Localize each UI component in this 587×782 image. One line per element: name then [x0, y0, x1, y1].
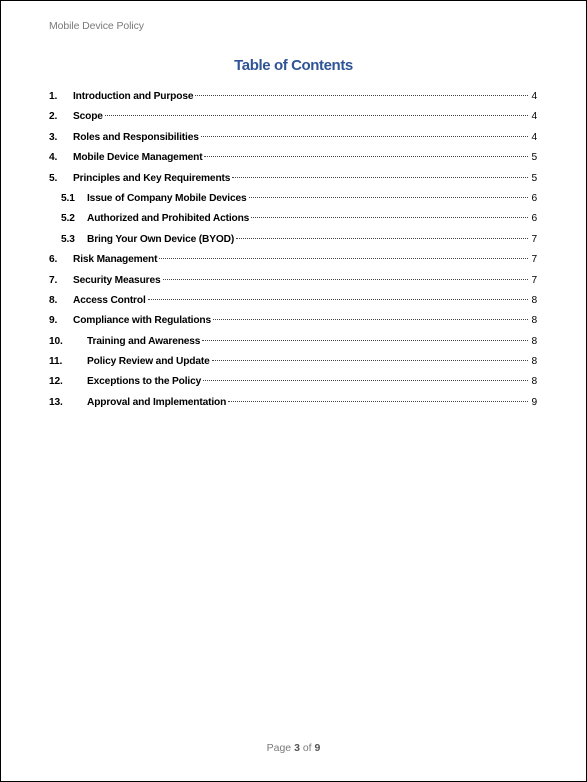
- toc-entry-page: 5: [531, 152, 537, 164]
- toc-entry-number: 11.: [49, 356, 63, 368]
- toc-entry[interactable]: [49, 291, 537, 311]
- toc-entry[interactable]: [49, 107, 537, 127]
- toc-entry-page: 8: [531, 356, 537, 368]
- toc-entry-page: 4: [531, 91, 537, 102]
- toc-entry-title: Roles and Responsibilities: [73, 131, 199, 143]
- toc-entry-title: Access Control: [73, 294, 146, 306]
- dot-leader: [232, 177, 528, 178]
- dot-leader: [148, 299, 528, 300]
- toc-entry[interactable]: [49, 352, 537, 372]
- toc-entry-number: 4.: [49, 152, 58, 164]
- toc-subentry[interactable]: [49, 189, 537, 209]
- dot-leader: [213, 319, 528, 320]
- toc-entry-page: 8: [531, 315, 537, 327]
- toc-entry-title: Training and Awareness: [87, 335, 201, 347]
- toc-entry[interactable]: [49, 271, 537, 291]
- footer-of-label: of: [302, 742, 312, 754]
- toc-entry-title: Issue of Company Mobile Devices: [87, 192, 247, 204]
- toc-entry-number: 12.: [49, 376, 63, 388]
- toc-entry-page: 8: [531, 376, 537, 388]
- dot-leader: [249, 197, 528, 198]
- dot-leader: [203, 380, 528, 381]
- toc-entry[interactable]: [49, 393, 537, 413]
- dot-leader: [251, 217, 528, 218]
- toc-entry-page: 5: [531, 172, 537, 184]
- toc-entry-number: 9.: [49, 315, 58, 327]
- toc-entry[interactable]: [49, 128, 537, 148]
- toc-entry-title: Introduction and Purpose: [73, 91, 194, 102]
- footer-total-pages: 9: [314, 742, 321, 754]
- toc-entry-page: 8: [531, 335, 537, 347]
- toc-entry-title: Exceptions to the Policy: [87, 376, 202, 388]
- toc-entry-title: Security Measures: [73, 274, 161, 286]
- toc-entry-page: 4: [531, 131, 537, 143]
- toc-entry-page: 4: [531, 111, 537, 123]
- toc-entry[interactable]: [49, 169, 537, 189]
- footer-page-label: Page: [266, 742, 292, 754]
- dot-leader: [236, 238, 528, 239]
- toc-entry-title: Authorized and Prohibited Actions: [87, 213, 250, 225]
- toc-entry-page: 7: [531, 254, 537, 266]
- toc-entry[interactable]: [49, 372, 537, 392]
- toc-entry-page: 6: [531, 192, 537, 204]
- table-of-contents: [49, 87, 537, 413]
- toc-entry-number: 2.: [49, 111, 58, 123]
- toc-entry-title: Risk Management: [73, 254, 158, 266]
- dot-leader: [105, 115, 528, 116]
- toc-title: Table of Contents: [234, 57, 353, 74]
- page-footer: [1, 742, 586, 754]
- toc-subentry[interactable]: [49, 230, 537, 250]
- dot-leader: [204, 156, 528, 157]
- toc-entry-page: 7: [531, 233, 537, 245]
- toc-entry-page: 7: [531, 274, 537, 286]
- toc-entry-number: 5.3: [61, 233, 75, 245]
- toc-entry-number: 1.: [49, 91, 58, 102]
- toc-entry-number: 3.: [49, 131, 58, 143]
- dot-leader: [212, 360, 528, 361]
- dot-leader: [228, 401, 528, 402]
- dot-leader: [163, 279, 529, 280]
- toc-entry-number: 5.1: [61, 192, 75, 204]
- dot-leader: [195, 95, 528, 96]
- toc-entry[interactable]: [49, 250, 537, 270]
- toc-entry-title: Principles and Key Requirements: [73, 172, 231, 184]
- toc-entry-number: 8.: [49, 294, 58, 306]
- dot-leader: [159, 258, 528, 259]
- toc-entry-page: 9: [531, 396, 537, 408]
- toc-entry-number: 6.: [49, 254, 58, 266]
- toc-entry-title: Scope: [73, 111, 103, 123]
- toc-entry-title: Compliance with Regulations: [73, 315, 212, 327]
- toc-entry[interactable]: [49, 332, 537, 352]
- toc-entry-page: 6: [531, 213, 537, 225]
- toc-subentry[interactable]: [49, 209, 537, 229]
- toc-entry-number: 13.: [49, 396, 63, 408]
- toc-entry-title: Mobile Device Management: [73, 152, 203, 164]
- dot-leader: [201, 136, 528, 137]
- toc-entry[interactable]: [49, 148, 537, 168]
- toc-entry[interactable]: [49, 87, 537, 107]
- toc-entry[interactable]: [49, 311, 537, 331]
- toc-entry-number: 5.2: [61, 213, 75, 225]
- toc-entry-number: 5.: [49, 172, 58, 184]
- toc-entry-page: 8: [531, 294, 537, 306]
- toc-entry-number: 10.: [49, 335, 63, 347]
- running-header: Mobile Device Policy: [49, 20, 144, 32]
- toc-entry-title: Policy Review and Update: [87, 356, 210, 368]
- toc-entry-title: Approval and Implementation: [87, 396, 227, 408]
- footer-current-page: 3: [294, 742, 300, 754]
- toc-entry-title: Bring Your Own Device (BYOD): [87, 233, 235, 245]
- dot-leader: [202, 340, 528, 341]
- toc-entry-number: 7.: [49, 274, 58, 286]
